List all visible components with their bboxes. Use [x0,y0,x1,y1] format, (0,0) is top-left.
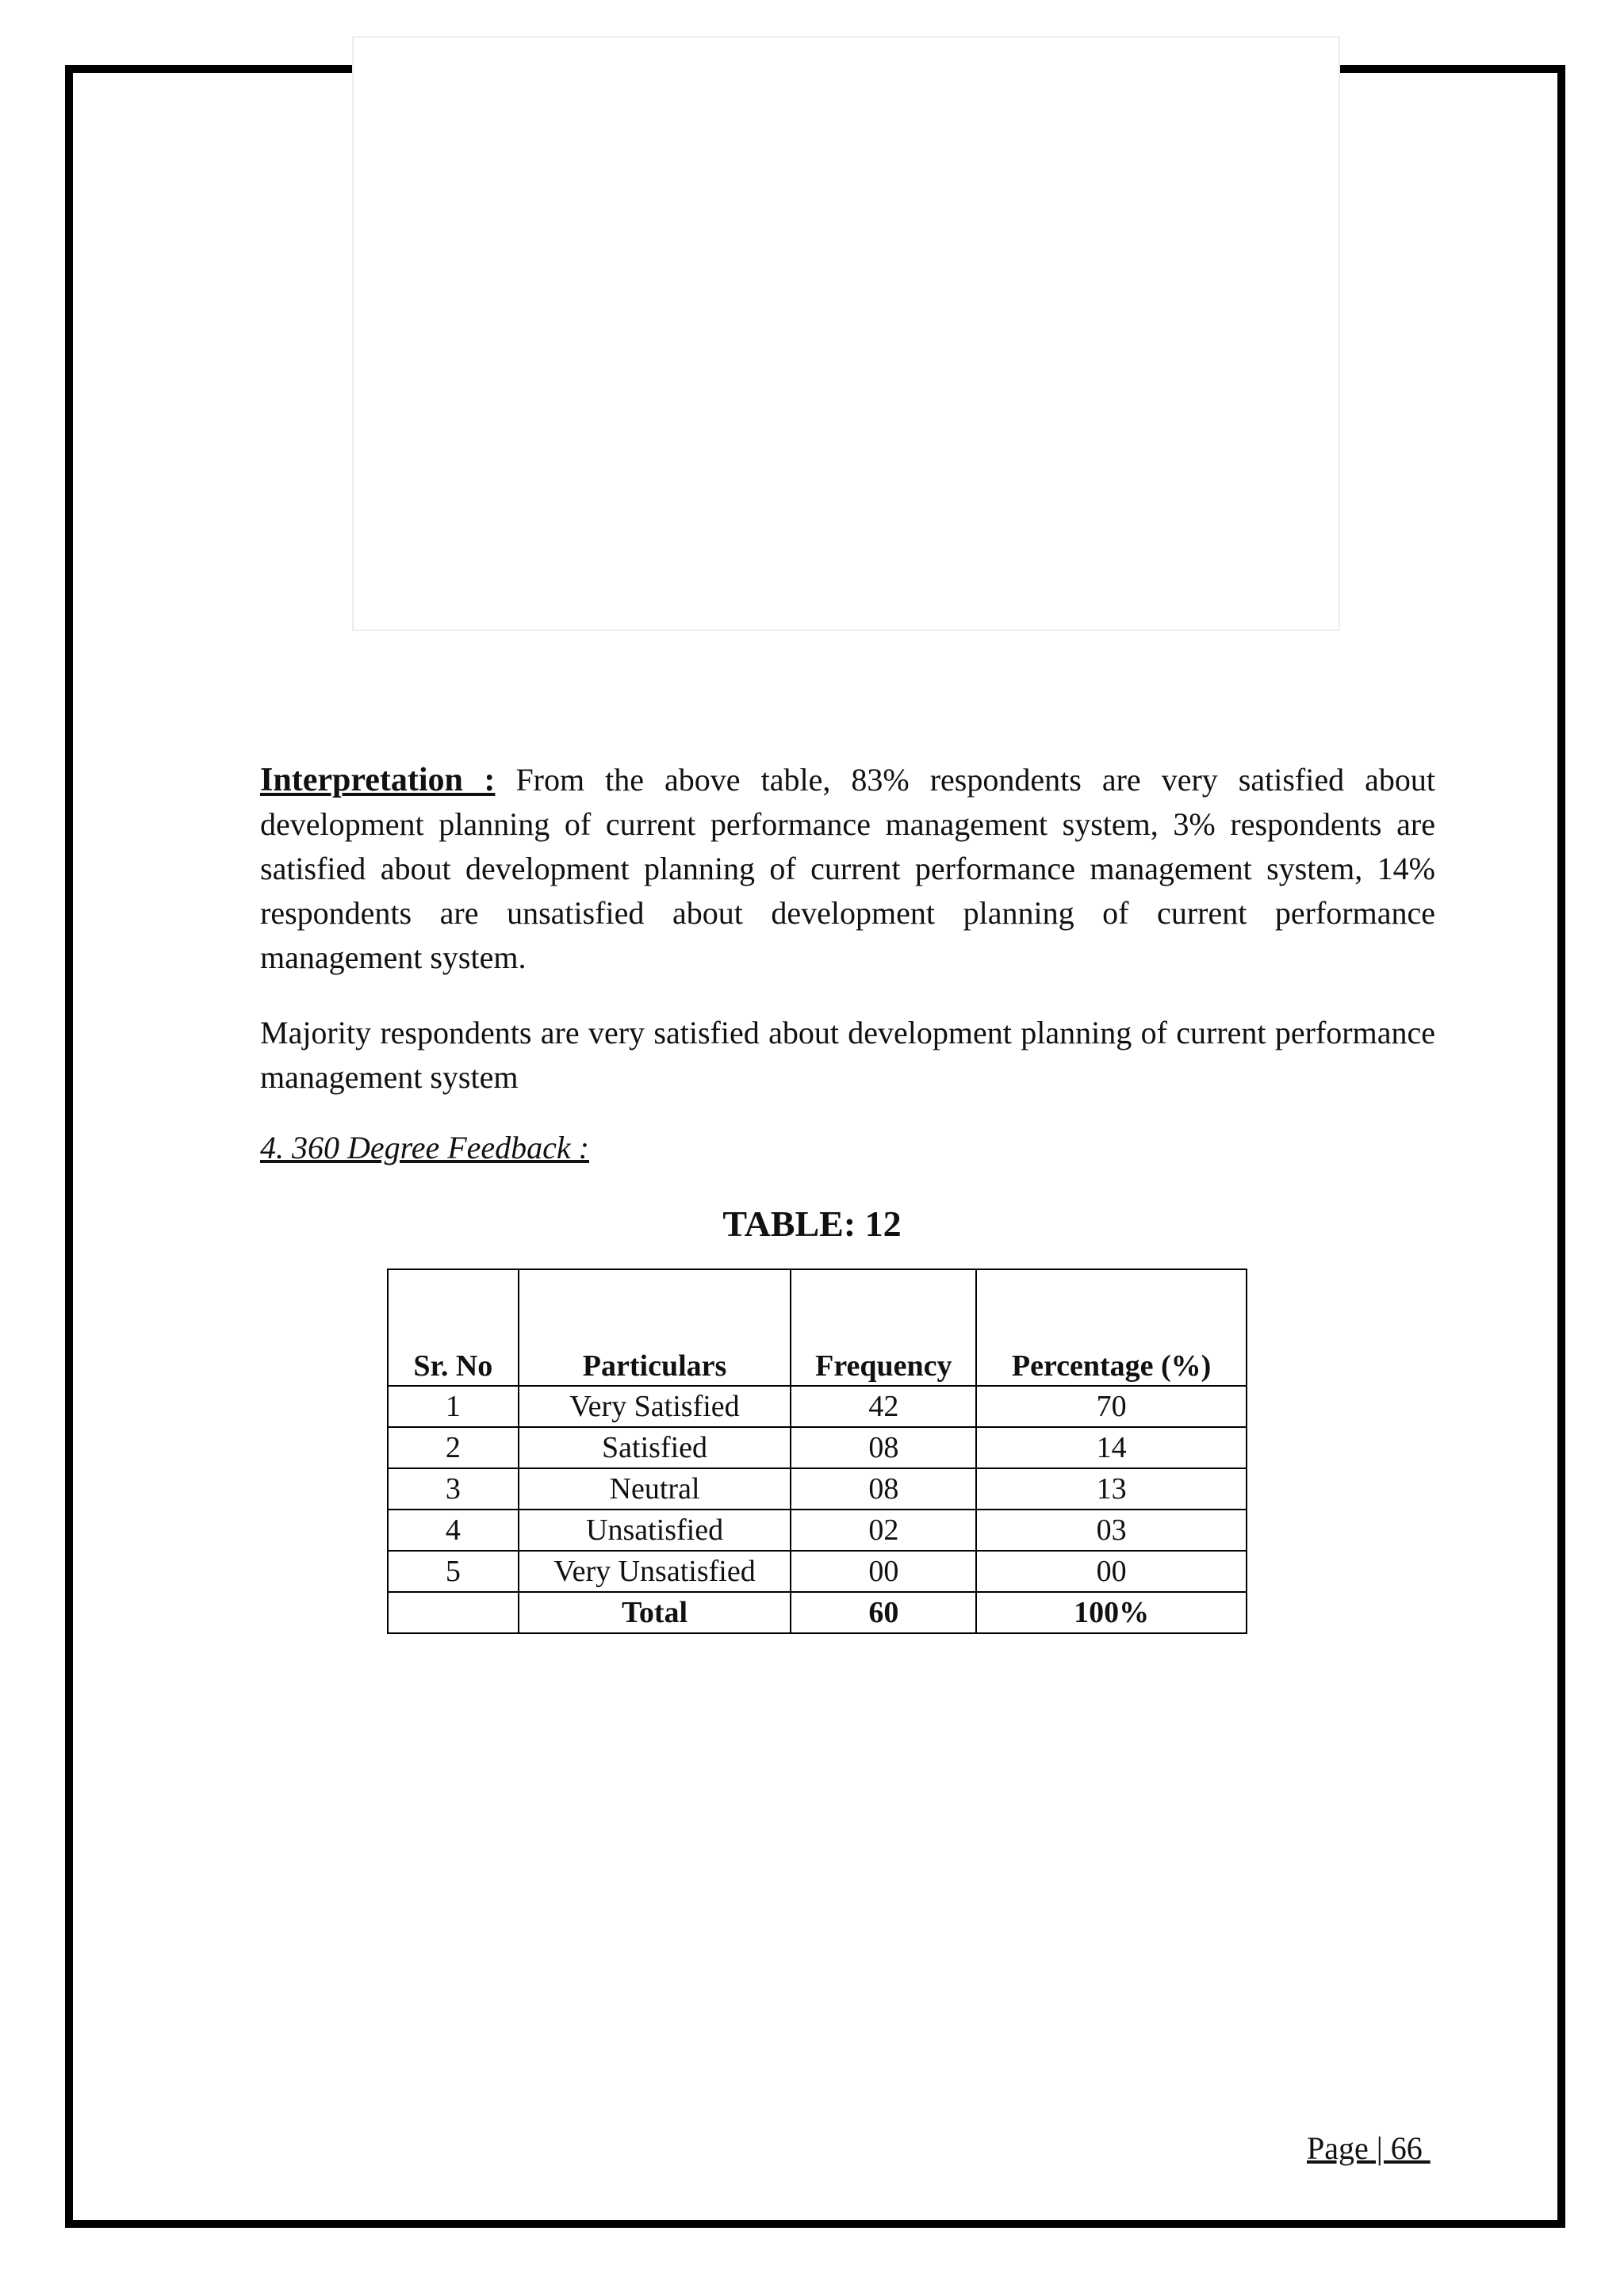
section-heading: 4. 360 Degree Feedback : [260,1130,589,1165]
header-percentage: Percentage (%) [976,1269,1247,1386]
cell-percentage: 03 [976,1510,1247,1551]
cell-sr-no: 5 [388,1551,519,1592]
cell-frequency: 08 [791,1427,976,1468]
table-row [388,1427,1247,1468]
interpretation-text: From the above table, 83% respondents are very satisfied about development planning of current performance management system, 3% respondents are satisfied about development planning of current performance management system, 14% respondents are unsatisfied about development planning of current performance management system. [260,762,1436,975]
cell-particulars: Very Satisfied [519,1386,791,1427]
header-frequency: Frequency [791,1269,976,1386]
feedback-table [387,1269,1247,1634]
cell-sr-no: 2 [388,1427,519,1468]
cell-sr-no: 4 [388,1510,519,1551]
cell-frequency: 00 [791,1551,976,1592]
table-row [388,1386,1247,1427]
cell-percentage: 13 [976,1468,1247,1510]
table-total-row [388,1592,1247,1633]
table-title: TABLE: 12 [722,1203,902,1244]
cell-particulars: Neutral [519,1468,791,1510]
cell-frequency: 02 [791,1510,976,1551]
interpretation-paragraph [260,758,1435,980]
table-header-row [388,1269,1247,1386]
cell-frequency: 42 [791,1386,976,1427]
interpretation-label: Interpretation : [260,762,496,798]
cell-total-percentage: 100% [976,1592,1247,1633]
cell-total-label: Total [519,1592,791,1633]
cell-percentage: 14 [976,1427,1247,1468]
cell-sr-no: 3 [388,1468,519,1510]
cell-particulars: Unsatisfied [519,1510,791,1551]
cell-particulars: Satisfied [519,1427,791,1468]
table-row [388,1551,1247,1592]
cell-total-blank [388,1592,519,1633]
blank-figure-area [352,36,1340,631]
cell-particulars: Very Unsatisfied [519,1551,791,1592]
majority-paragraph: Majority respondents are very satisfied about development planning of current performance management system [260,1015,1435,1095]
table-row [388,1510,1247,1551]
cell-total-frequency: 60 [791,1592,976,1633]
cell-percentage: 00 [976,1551,1247,1592]
page-number: Page | 66 [1307,2130,1431,2166]
cell-sr-no: 1 [388,1386,519,1427]
cell-frequency: 08 [791,1468,976,1510]
cell-percentage: 70 [976,1386,1247,1427]
table-row [388,1468,1247,1510]
header-sr-no: Sr. No [388,1269,519,1386]
header-particulars: Particulars [519,1269,791,1386]
